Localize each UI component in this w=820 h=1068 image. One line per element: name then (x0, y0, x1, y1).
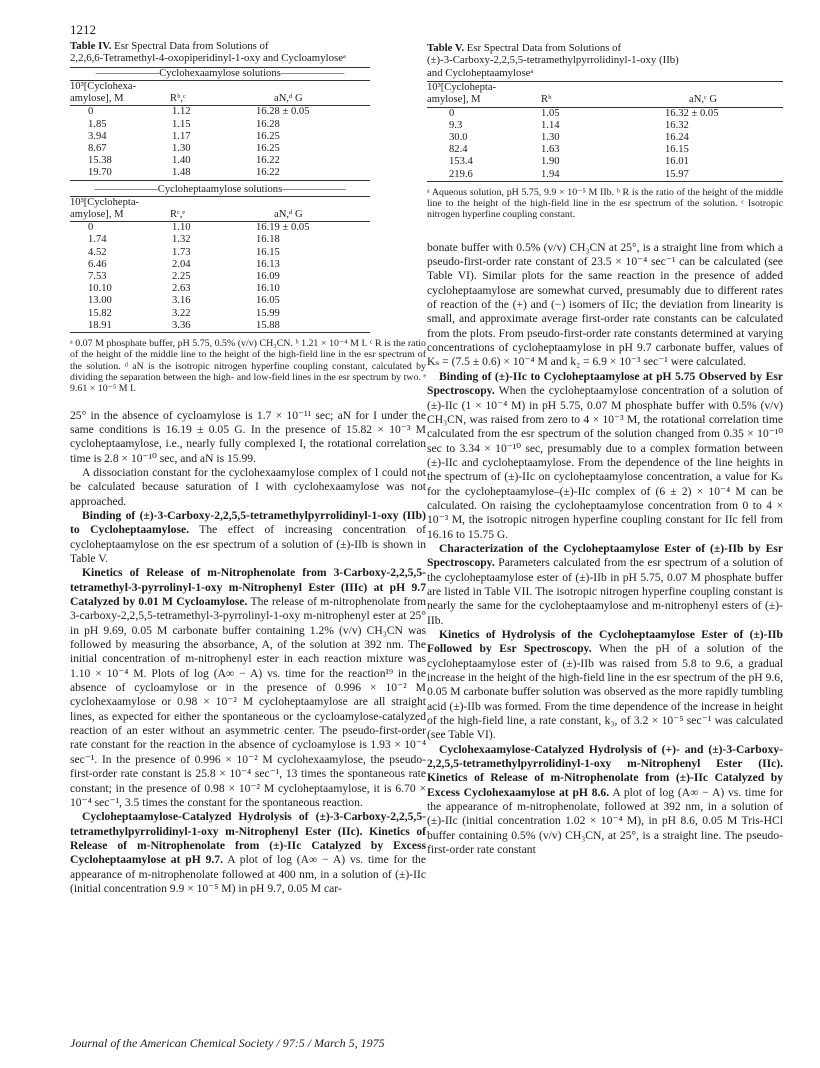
paragraph: Binding of (±)-IIc to Cycloheptaamylose at pH 5.75 Observed by Esr Spectroscopy. When the cycloheptaamylose concentration of a solution of (±)-IIc (1 × 10⁻⁴ M) in pH 5.75, 0.07 M phosphate buffer with 0.5% (v/v) CH₃CN, was raised from zero to 4 × 10⁻³ M, the rotational correlation time calculated from the esr spectrum of the solution changed from 0.35 × 10⁻¹⁰ sec to 3.34 × 10⁻¹⁰ sec, presumably due to a complex formation between (±)-IIc and cycloheptaamylose. From the dependence of the line heights in the spectrum of (±)-IIc on cycloheptaamylose concentration, a value for Kₛ for the cycloheptaamylose–(±)-IIc complex of (6 ± 2) × 10⁻⁴ M can be calculated. On raising the cycloheptaamylose concentration from 0 to 4 × 10⁻³ M, the isotropic nitrogen hyperfine coupling constant for IIc fell from 16.16 to 15.75 G. (427, 369, 783, 541)
table-row (70, 143, 370, 155)
table-cell: 1.17 (172, 130, 191, 142)
table-v (427, 42, 783, 221)
col-header: aN,ᵈ G (234, 81, 370, 106)
table-iv-caption: Table IV. Esr Spectral Data from Solutions of 2,2,6,6-Tetramethyl-4-oxopiperidinyl-1-oxy and Cycloamyloseᵃ (70, 40, 346, 65)
table-iv-footnote: ᵃ 0.07 M phosphate buffer, pH 5.75, 0.5% (v/v) CH₃CN. ᵇ 1.21 × 10⁻⁴ M I. ᶜ R is the ratio of the height of the middle line to the height of the high-field line in the esr spectrum of the solution. ᵈ aN is the isotropic nitrogen hyperfine coupling constant, calculated by dividing the separation between the high- and low-field lines in the esr spectrum by two. ᵉ 9.61 × 10⁻⁵ M I. (70, 338, 426, 395)
table-row (427, 144, 783, 156)
table-row (70, 247, 370, 259)
table-cell: 16.28 ± 0.05 (256, 106, 310, 118)
table-iv-group-b-heading: ——————Cycloheptaamylose solutions—————— (94, 183, 346, 195)
table-cell: 8.67 (88, 143, 107, 155)
table-cell: 16.25 (256, 143, 280, 155)
table-cell: 6.46 (88, 258, 107, 270)
paragraph: A dissociation constant for the cyclohexaamylose complex of I could not be calculated because saturation of I with cyclohexaamylose was not approached. (70, 465, 426, 508)
table-cell: 153.4 (449, 156, 473, 168)
table-cell: 15.88 (256, 319, 280, 331)
right-column (427, 42, 783, 858)
table-cell: 2.25 (172, 271, 191, 283)
table-cell: 10.10 (88, 283, 112, 295)
table-cell: 1.32 (172, 234, 191, 246)
table-cell: 16.32 (665, 119, 689, 131)
table-cell: 2.63 (172, 283, 191, 295)
col-header: 10³[Cyclohexa- amylose], M (70, 81, 156, 106)
table-cell: 16.19 ± 0.05 (256, 222, 310, 234)
page-number: 1212 (70, 22, 96, 37)
table-cell: 1.90 (541, 156, 560, 168)
table-cell: 1.40 (172, 155, 191, 167)
table-row (70, 167, 370, 180)
table-cell: 0 (88, 106, 94, 118)
table-cell: 2.04 (172, 258, 191, 270)
table-cell: 1.14 (541, 119, 560, 131)
journal-footer: Journal of the American Chemical Society / 97:5 / March 5, 1975 (70, 1036, 385, 1050)
table-cell: 3.94 (88, 130, 107, 142)
table-row (427, 120, 783, 132)
table-cell: 1.10 (172, 222, 191, 234)
table-row (70, 234, 370, 246)
table-cell: 30.0 (449, 132, 468, 144)
left-column (70, 40, 426, 896)
paragraph: Kinetics of Hydrolysis of the Cycloheptaamylose Ester of (±)-IIb Followed by Esr Spectroscopy. When the pH of a solution of the cycloheptaamylose ester of (±)-IIb was raised from 5.8 to 9.6, a gradual increase in the height of the high-field line in the esr spectrum of the pH 9.6, 0.05 M carbonate buffer solution was observed as the more rapidly tumbling acid (±)-IIb was formed. From the time dependence of the increase in height of the high-field line, a rate constant, k₃, of 3.2 × 10⁻⁵ sec⁻¹ was calculated (see Table VI). (427, 628, 783, 742)
table-cell: 4.52 (88, 246, 107, 258)
right-body-text (427, 241, 783, 858)
table-cell: 82.4 (449, 144, 468, 156)
table-cell: 1.12 (172, 106, 191, 118)
paragraph: 25° in the absence of cycloamylose is 1.7 × 10⁻¹¹ sec; aN for I under the same conditions is 16.19 ± 0.05 G. In the presence of 15.82 × 10⁻³ M cycloheptaamylose, i.e., nearly fully complexed I, the rotational correlation time is 2.8 × 10⁻¹⁰ sec, and aN is 15.99. (70, 408, 426, 465)
table-cell: 1.30 (541, 132, 560, 144)
paragraph: Characterization of the Cycloheptaamylose Ester of (±)-IIb by Esr Spectroscopy. Parameters calculated from the esr spectrum of a solution of the cycloheptaamylose ester of (±)-IIb in pH 5.75, 0.07 M phosphate buffer are listed in Table VII. The isotropic nitrogen hyperfine coupling constant is nearly the same for the cycloheptaamylose and m-nitrophenyl esters of (±)-IIb. (427, 541, 783, 627)
table-cell: 16.25 (256, 130, 280, 142)
table-cell: 1.85 (88, 118, 107, 130)
table-row (70, 271, 370, 283)
table-row (70, 155, 370, 167)
table-cell: 15.82 (88, 307, 112, 319)
table-cell: 16.01 (665, 156, 689, 168)
col-header: Rᵇ,ᶜ (156, 81, 234, 106)
table-v-grid (427, 81, 783, 184)
table-cell: 16.22 (256, 167, 280, 179)
table-cell: 16.13 (256, 258, 280, 270)
table-cell: 18.91 (88, 319, 112, 331)
table-cell: 3.36 (172, 319, 191, 331)
table-row (70, 320, 370, 333)
table-cell: 219.6 (449, 168, 473, 180)
table-cell: 1.74 (88, 234, 107, 246)
table-cell: 3.16 (172, 295, 191, 307)
table-row (70, 131, 370, 143)
table-cell: 16.09 (256, 271, 280, 283)
paragraph: Binding of (±)-3-Carboxy-2,2,5,5-tetramethylpyrrolidinyl-1-oxy (IIb) to Cycloheptaamylose. The effect of increasing concentration of cycloheptaamylose on the esr spectrum of a solution of (±)-IIb is shown in Table V. (70, 508, 426, 565)
table-cell: 1.73 (172, 246, 191, 258)
table-cell: 1.63 (541, 144, 560, 156)
left-body-text (70, 409, 426, 897)
table-v-footnote: ᵃ Aqueous solution, pH 5.75, 9.9 × 10⁻⁵ M IIb. ᵇ R is the ratio of the height of the middle line to the height of the high-field line in the esr spectrum of the solution. ᶜ Isotropic nitrogen hyperfine coupling constant. (427, 186, 783, 221)
table-row (70, 295, 370, 307)
table-cell: 16.15 (256, 246, 280, 258)
table-cell: 1.48 (172, 167, 191, 179)
table-cell: 1.05 (541, 107, 560, 119)
table-cell: 0 (449, 107, 455, 119)
table-iv (70, 40, 426, 395)
table-row (70, 106, 370, 118)
table-row (427, 156, 783, 168)
paragraph: Cycloheptaamylose-Catalyzed Hydrolysis of (±)-3-Carboxy-2,2,5,5-tetramethylpyrrolidinyl-1-oxy m-Nitrophenyl Ester (IIc). Kinetics of Release of m-Nitrophenolate from (±)-IIc Catalyzed by Excess Cycloheptaamylose at pH 9.7. A plot of log (A∞ − A) vs. time for the appearance of m-nitrophenolate followed at 400 nm, in a solution of (±)-IIc (initial concentration 9.9 × 10⁻⁵ M) in pH 9.7, 0.05 M car- (70, 810, 426, 895)
table-cell: 15.97 (665, 168, 689, 180)
table-cell: 13.00 (88, 295, 112, 307)
paragraph: Kinetics of Release of m-Nitrophenolate from 3-Carboxy-2,2,5,5-tetramethyl-3-pyrrolinyl-1-oxy m-Nitrophenyl Ester (IIIc) at pH 9.7 Catalyzed by 0.01 M Cycloamylose. The release of m-nitrophenolate from 3-carboxy-2,2,5,5-tetramethyl-3-pyrrolinyl-1-oxy m-nitrophenyl ester at 25° in pH 9.69, 0.05 M carbonate buffer containing 1.2% (v/v) CH₃CN was followed by measuring the absorbance, A, of the solution at 392 nm. The initial concentration of m-nitrophenyl ester in each reaction mixture was 1.10 × 10⁻⁴ M. Plots of log (A∞ − A) vs. time for the reaction¹⁹ in the absence of cycloamylose or in the presence of 0.996 × 10⁻² M cyclohexaamylose or 0.98 × 10⁻² M cycloheptaamylose are all straight lines, as expected for either the spontaneous or the cycloamylose-catalyzed reaction of an ester without an asymmetric center. The pseudo-first-order rate constant for the reaction in the absence of cycloamylose is 1.93 × 10⁻⁴ sec⁻¹. In the presence of 0.996 × 10⁻² M cyclohexaamylose, the pseudo-first-order rate constant is 25.8 × 10⁻⁴ sec⁻¹, 13 times the spontaneous rate constant; in the presence of 0.98 × 10⁻² M cycloheptaamylose, it is 6.70 × 10⁻⁴ sec⁻¹, 3.5 times the constant for the spontaneous reaction. (70, 566, 426, 809)
table-v-caption: Table V. Esr Spectral Data from Solutions of (±)-3-Carboxy-2,2,5,5-tetramethylpyrrolidinyl-1-oxy (IIb) and Cycloheptaamyloseᵃ (427, 42, 679, 79)
table-row (427, 169, 783, 182)
table-cell: 16.22 (256, 155, 280, 167)
table-cell: 19.70 (88, 167, 112, 179)
table-row (70, 259, 370, 271)
table-row (70, 308, 370, 320)
table-cell: 16.10 (256, 283, 280, 295)
table-cell: 15.38 (88, 155, 112, 167)
table-iv-grid (70, 67, 370, 335)
table-cell: 0 (88, 222, 94, 234)
table-cell: 3.22 (172, 307, 191, 319)
table-iv-group-a-heading: ——————Cyclohexaamylose solutions—————— (95, 67, 345, 79)
paragraph: bonate buffer with 0.5% (v/v) CH₃CN at 25°, is a straight line from which a pseudo-first-order rate constant of 23.5 × 10⁻⁴ sec⁻¹ can be calculated (see Table VI). Similar plots for the same reaction in the presence of added cycloheptaamylose are somewhat curved, presumably due to different rates of reaction of the (+) and (−) isomers of IIc; the deviation from linearity is small, and approximate average first-order rate constants can be calculated from the plots. From pseudo-first-order rate constants determined at varying concentrations of cycloheptaamylose in pH 9.7 carbonate buffer, values of Kₛ = (7.5 ± 0.6) × 10⁻⁴ M and k₂ = 6.9 × 10⁻³ sec⁻¹ were calculated. (427, 240, 783, 369)
paragraph: Cyclohexaamylose-Catalyzed Hydrolysis of (+)- and (±)-3-Carboxy-2,2,5,5-tetramethylpyrrolidinyl-1-oxy m-Nitrophenyl Ester (IIc). Kinetics of Release of m-Nitrophenolate from (±)-IIc Catalyzed by Excess Cyclohexaamylose at pH 8.6. A plot of log (A∞ − A) vs. time for the appearance of m-nitrophenolate, followed at 392 nm, in a solution of (±)-IIc (initial concentration 1.02 × 10⁻⁴ M), in pH 8.6, 0.05 M Tris-HCl buffer containing 0.5% (v/v) CH₃CN, at 25°, is a straight line. The pseudo-first-order rate constant (427, 742, 783, 857)
table-row (70, 283, 370, 295)
table-cell: 1.94 (541, 168, 560, 180)
col-header: aN,ᵈ G (234, 196, 370, 221)
table-cell: 16.18 (256, 234, 280, 246)
table-cell: 15.99 (256, 307, 280, 319)
col-header: Rᶜ,ᵉ (156, 196, 234, 221)
table-row (427, 108, 783, 120)
table-cell: 9.3 (449, 119, 463, 131)
table-cell: 1.15 (172, 118, 191, 130)
col-header: aN,ᶜ G (689, 94, 718, 106)
col-header: Rᵇ (541, 94, 552, 106)
table-cell: 16.28 (256, 118, 280, 130)
table-row (70, 119, 370, 131)
table-cell: 16.15 (665, 144, 689, 156)
table-cell: 1.30 (172, 143, 191, 155)
table-cell: 16.32 ± 0.05 (665, 107, 719, 119)
col-header: 10³[Cyclohepta- amylose], M (70, 196, 156, 221)
table-row (427, 132, 783, 144)
table-row (70, 222, 370, 234)
table-cell: 16.24 (665, 132, 689, 144)
table-cell: 7.53 (88, 271, 107, 283)
table-cell: 16.05 (256, 295, 280, 307)
col-header: 10³[Cyclohepta- amylose], M (427, 82, 497, 106)
